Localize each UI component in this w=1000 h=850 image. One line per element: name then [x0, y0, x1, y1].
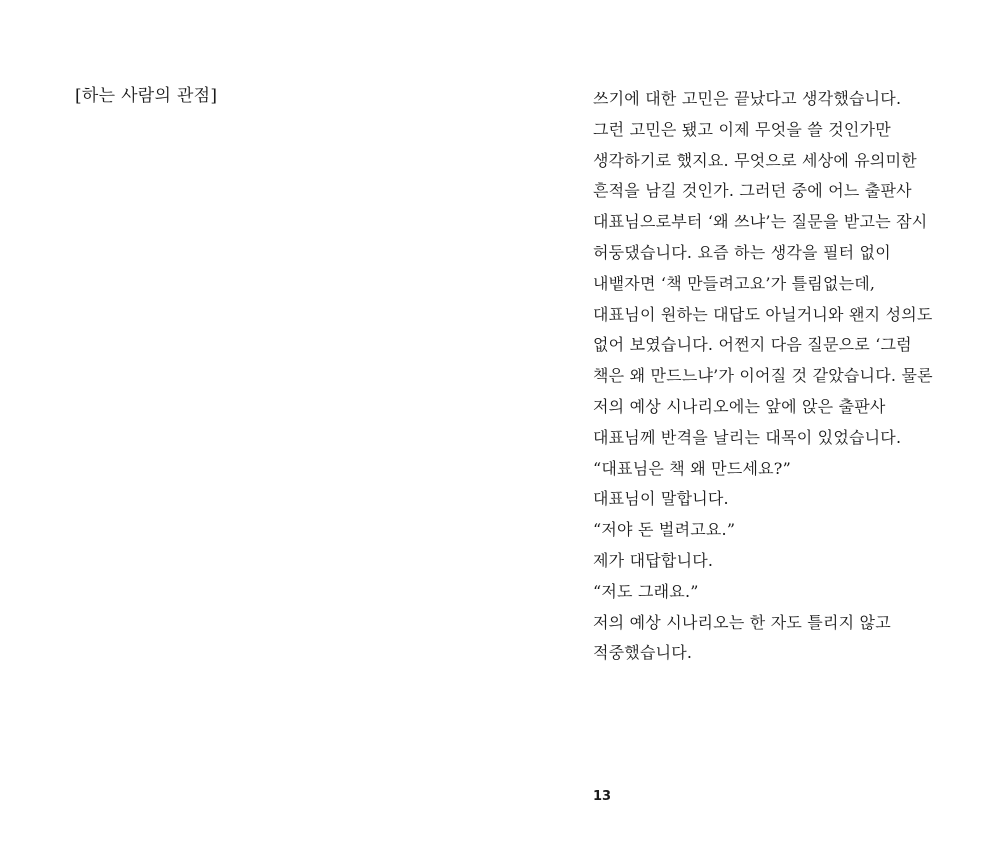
text-line: 내뱉자면 ‘책 만들려고요’가 틀림없는데, — [593, 273, 876, 293]
text-line: 그런 고민은 됐고 이제 무엇을 쓸 것인가만 — [593, 119, 891, 139]
text-line: 흔적을 남길 것인가. 그러던 중에 어느 출판사 — [593, 181, 912, 201]
text-line: 제가 대답합니다. — [593, 550, 714, 570]
section-title: [하는 사람의 관점] — [75, 86, 218, 106]
text-line: 저의 예상 시나리오에는 앞에 앉은 출판사 — [593, 396, 886, 416]
text-line: 없어 보였습니다. 어쩐지 다음 질문으로 ‘그럼 — [593, 335, 912, 355]
text-line: 대표님이 원하는 대답도 아닐거니와 왠지 성의도 — [593, 304, 933, 324]
text-line: 저의 예상 시나리오는 한 자도 틀리지 않고 — [593, 612, 891, 632]
text-line: 쓰기에 대한 고민은 끝났다고 생각했습니다. — [593, 89, 902, 108]
dialogue-line: “대표님은 책 왜 만드세요?” — [593, 458, 791, 478]
text-line: 허둥댔습니다. 요즘 하는 생각을 필터 없이 — [593, 242, 891, 262]
body-text — [593, 84, 973, 669]
dialogue-line: “저도 그래요.” — [593, 581, 699, 601]
dialogue-line: “저야 돈 벌려고요.” — [593, 520, 736, 540]
text-line: 생각하기로 했지요. 무엇으로 세상에 유의미한 — [593, 150, 917, 170]
text-line: 대표님께 반격을 날리는 대목이 있었습니다. — [593, 427, 902, 447]
text-line: 적중했습니다. — [593, 643, 693, 663]
text-line: 대표님이 말합니다. — [593, 489, 729, 509]
text-line: 대표님으로부터 ‘왜 쓰냐’는 질문을 받고는 잠시 — [593, 212, 928, 232]
page-number: 13 — [593, 789, 612, 804]
text-line: 책은 왜 만드느냐’가 이어질 것 같았습니다. 물론 — [593, 366, 933, 386]
